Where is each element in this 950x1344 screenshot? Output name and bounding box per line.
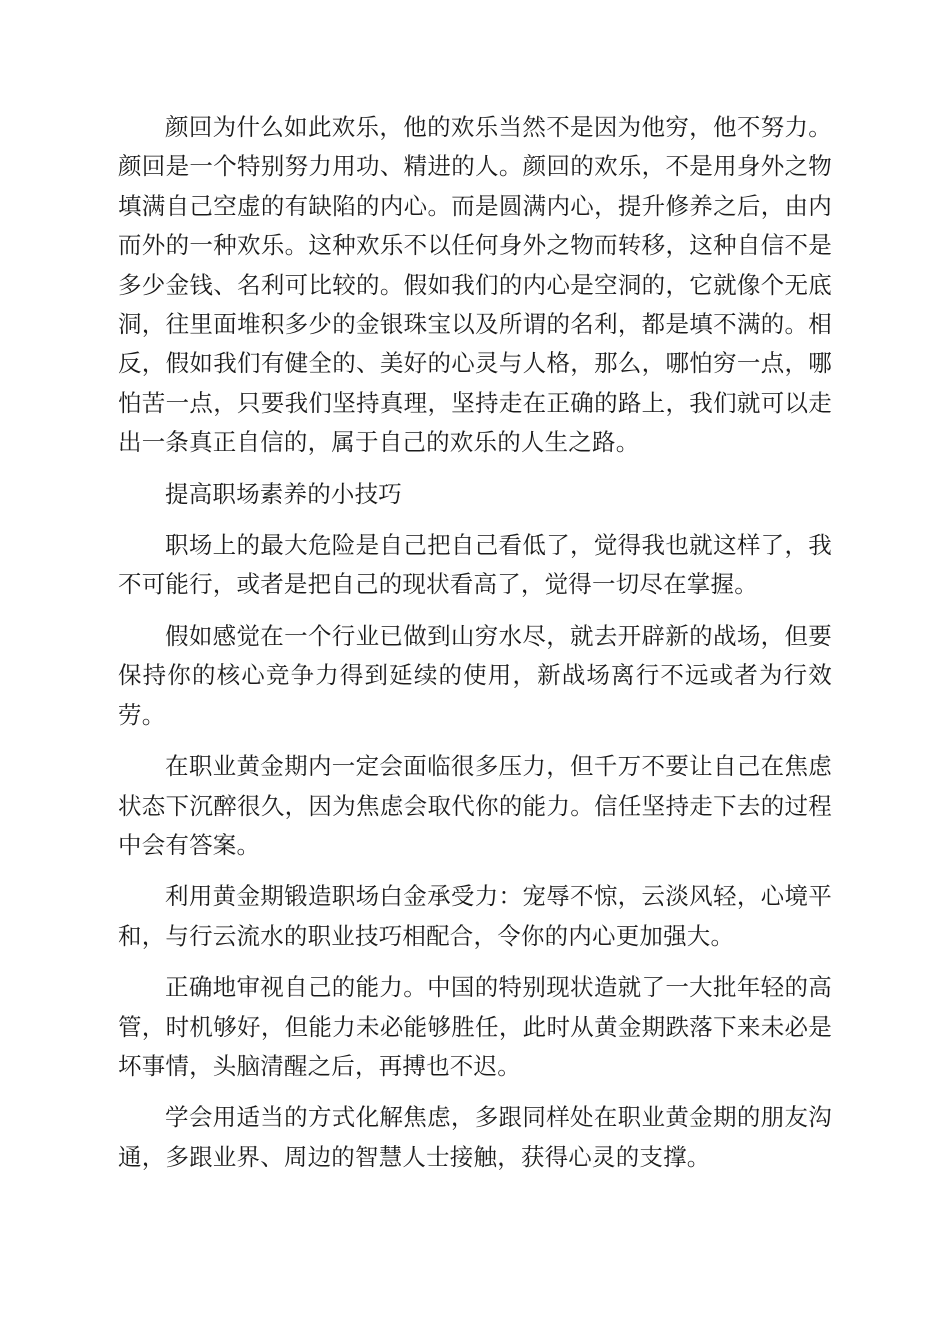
paragraph-pressure-anxiety: 在职业黄金期内一定会面临很多压力，但千万不要让自己在焦虑状态下沉醉很久，因为焦虑会取代你的能力。信任坚持走下去的过程中会有答案。 <box>118 752 832 859</box>
paragraph-new-battlefield: 假如感觉在一个行业已做到山穷水尽，就去开辟新的战场，但要保持你的核心竞争力得到延续的使用，新战场离行不远或者为行效劳。 <box>118 621 832 729</box>
paragraph-workplace-danger: 职场上的最大危险是自己把自己看低了，觉得我也就这样了，我不可能行，或者是把自己的现状看高了，觉得一切尽在掌握。 <box>118 531 832 599</box>
paragraph-platinum-endurance: 利用黄金期锻造职场白金承受力：宠辱不惊，云淡风轻，心境平和，与行云流水的职业技巧相配合，令你的内心更加强大。 <box>118 882 832 950</box>
paragraph-resolve-anxiety: 学会用适当的方式化解焦虑，多跟同样处在职业黄金期的朋友沟通，多跟业界、周边的智慧人士接触，获得心灵的支撑。 <box>118 1103 832 1171</box>
document-page <box>118 108 832 1189</box>
section-heading: 提高职场素养的小技巧 <box>165 479 402 508</box>
paragraph-assess-ability: 正确地审视自己的能力。中国的特别现状造就了一大批年轻的高管，时机够好，但能力未必能够胜任，此时从黄金期跌落下来未必是坏事情，头脑清醒之后，再搏也不迟。 <box>118 973 832 1080</box>
paragraph-yanhui-joy: 颜回为什么如此欢乐，他的欢乐当然不是因为他穷，他不努力。颜回是一个特别努力用功、精进的人。颜回的欢乐，不是用身外之物填满自己空虚的有缺陷的内心。而是圆满内心，提升修养之后，由内而外的一种欢乐。这种欢乐不以任何身外之物而转移，这种自信不是多少金钱、名利可比较的。假如我们的内心是空洞的，它就像个无底洞，往里面堆积多少的金银珠宝以及所谓的名利，都是填不满的。相反，假如我们有健全的、美好的心灵与人格，那么，哪怕穷一点，哪怕苦一点，只要我们坚持真理，坚持走在正确的路上，我们就可以走出一条真正自信的，属于自己的欢乐的人生之路。 <box>118 113 832 457</box>
